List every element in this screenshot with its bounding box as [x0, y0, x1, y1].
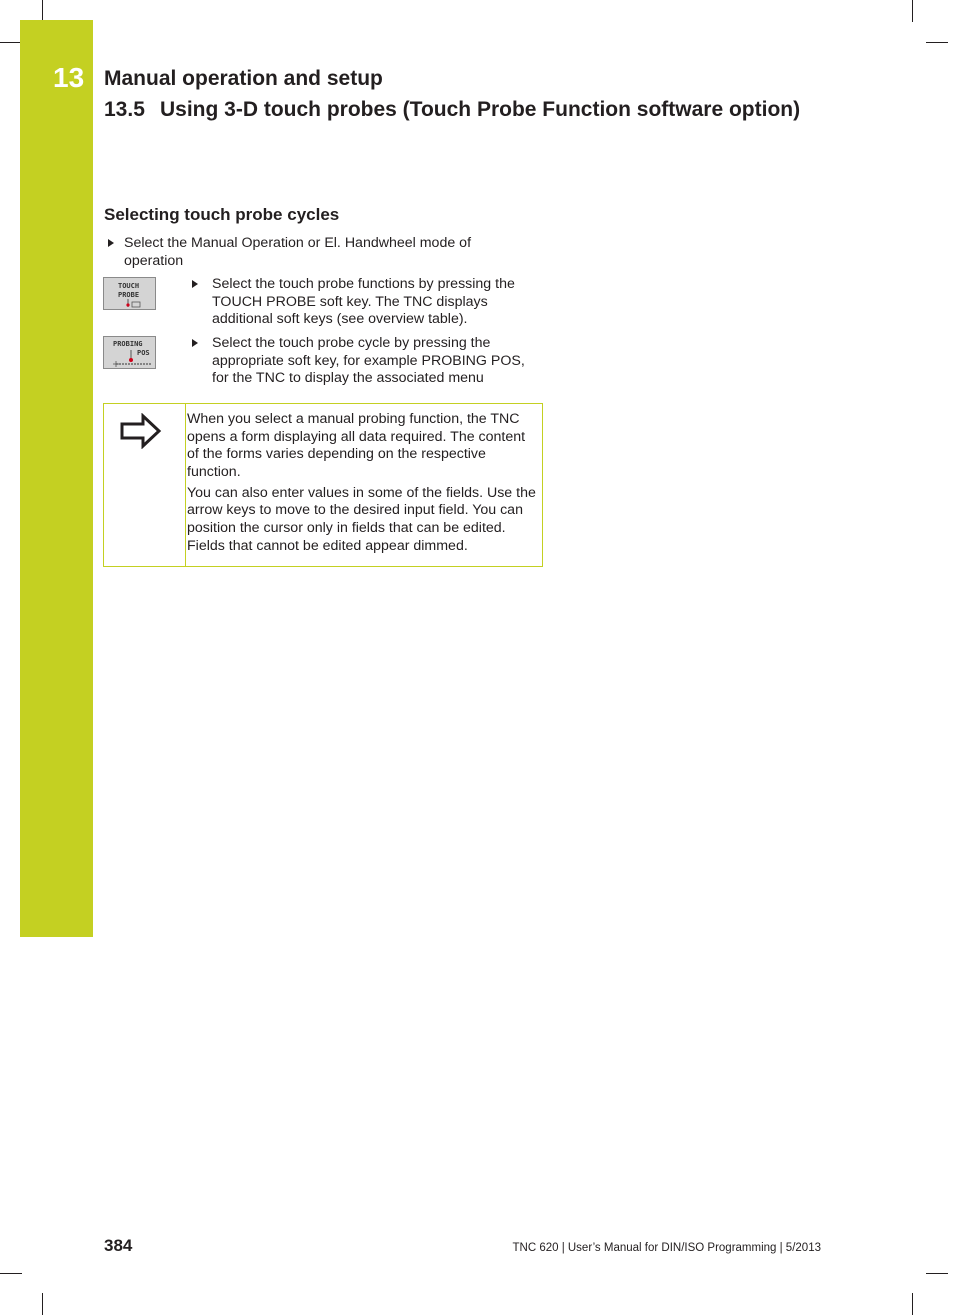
note-text [187, 411, 537, 559]
note-paragraph: You can also enter values in some of the fields. Use the arrow keys to move to the desired input field. You can position the cursor only in fields that can be edited. Fields that cannot be edited appear dimmed. [187, 484, 536, 554]
crop-mark [912, 1293, 913, 1315]
step-text: Select the touch probe cycle by pressing the appropriate soft key, for example PROBING POS, for the TNC to display the associated menu [212, 335, 525, 387]
page-number: 384 [104, 1236, 133, 1255]
step-item [192, 276, 532, 329]
section-title-text: Using 3-D touch probes (Touch Probe Function software option) [160, 98, 801, 121]
section-number: 13.5 [104, 98, 145, 121]
probing-pos-softkey[interactable] [103, 336, 156, 369]
crop-mark [912, 0, 913, 22]
softkey-label: PROBING [113, 340, 143, 348]
bullet-arrow-icon [108, 239, 114, 247]
chapter-number: 13 [53, 62, 85, 93]
footer-text: TNC 620 | User’s Manual for DIN/ISO Programming | 5/2013 [512, 1242, 821, 1254]
step-item [192, 335, 537, 388]
crop-mark [0, 1273, 22, 1274]
step-text: Select the touch probe functions by pressing the TOUCH PROBE soft key. The TNC displays additional soft keys (see overview table). [212, 276, 515, 328]
softkey-label: PROBE [118, 291, 140, 299]
chapter-title: Manual operation and setup [104, 67, 383, 90]
subsection-heading: Selecting touch probe cycles [104, 205, 340, 224]
touch-probe-softkey[interactable] [103, 277, 156, 310]
crop-mark [926, 42, 948, 43]
bullet-arrow-icon [192, 280, 198, 288]
crop-mark [42, 0, 43, 22]
probe-icon [104, 278, 156, 310]
note-paragraph: When you select a manual probing function, the TNC opens a form displaying all data required. The content of the forms varies depending on the respective function. [187, 411, 526, 480]
crop-mark [926, 1273, 948, 1274]
softkey-label: TOUCH [118, 282, 140, 290]
step-text: Select the Manual Operation or El. Handwheel mode of operation [124, 235, 472, 269]
note-divider [185, 403, 186, 567]
bullet-arrow-icon [192, 339, 198, 347]
crop-mark [42, 1293, 43, 1315]
softkey-label: POS [137, 349, 150, 357]
chapter-sidebar [20, 20, 93, 937]
step-item [108, 235, 508, 270]
crop-mark [0, 42, 22, 43]
probing-pos-icon [104, 337, 156, 369]
arrow-right-icon [119, 413, 163, 449]
section-title [104, 98, 800, 122]
